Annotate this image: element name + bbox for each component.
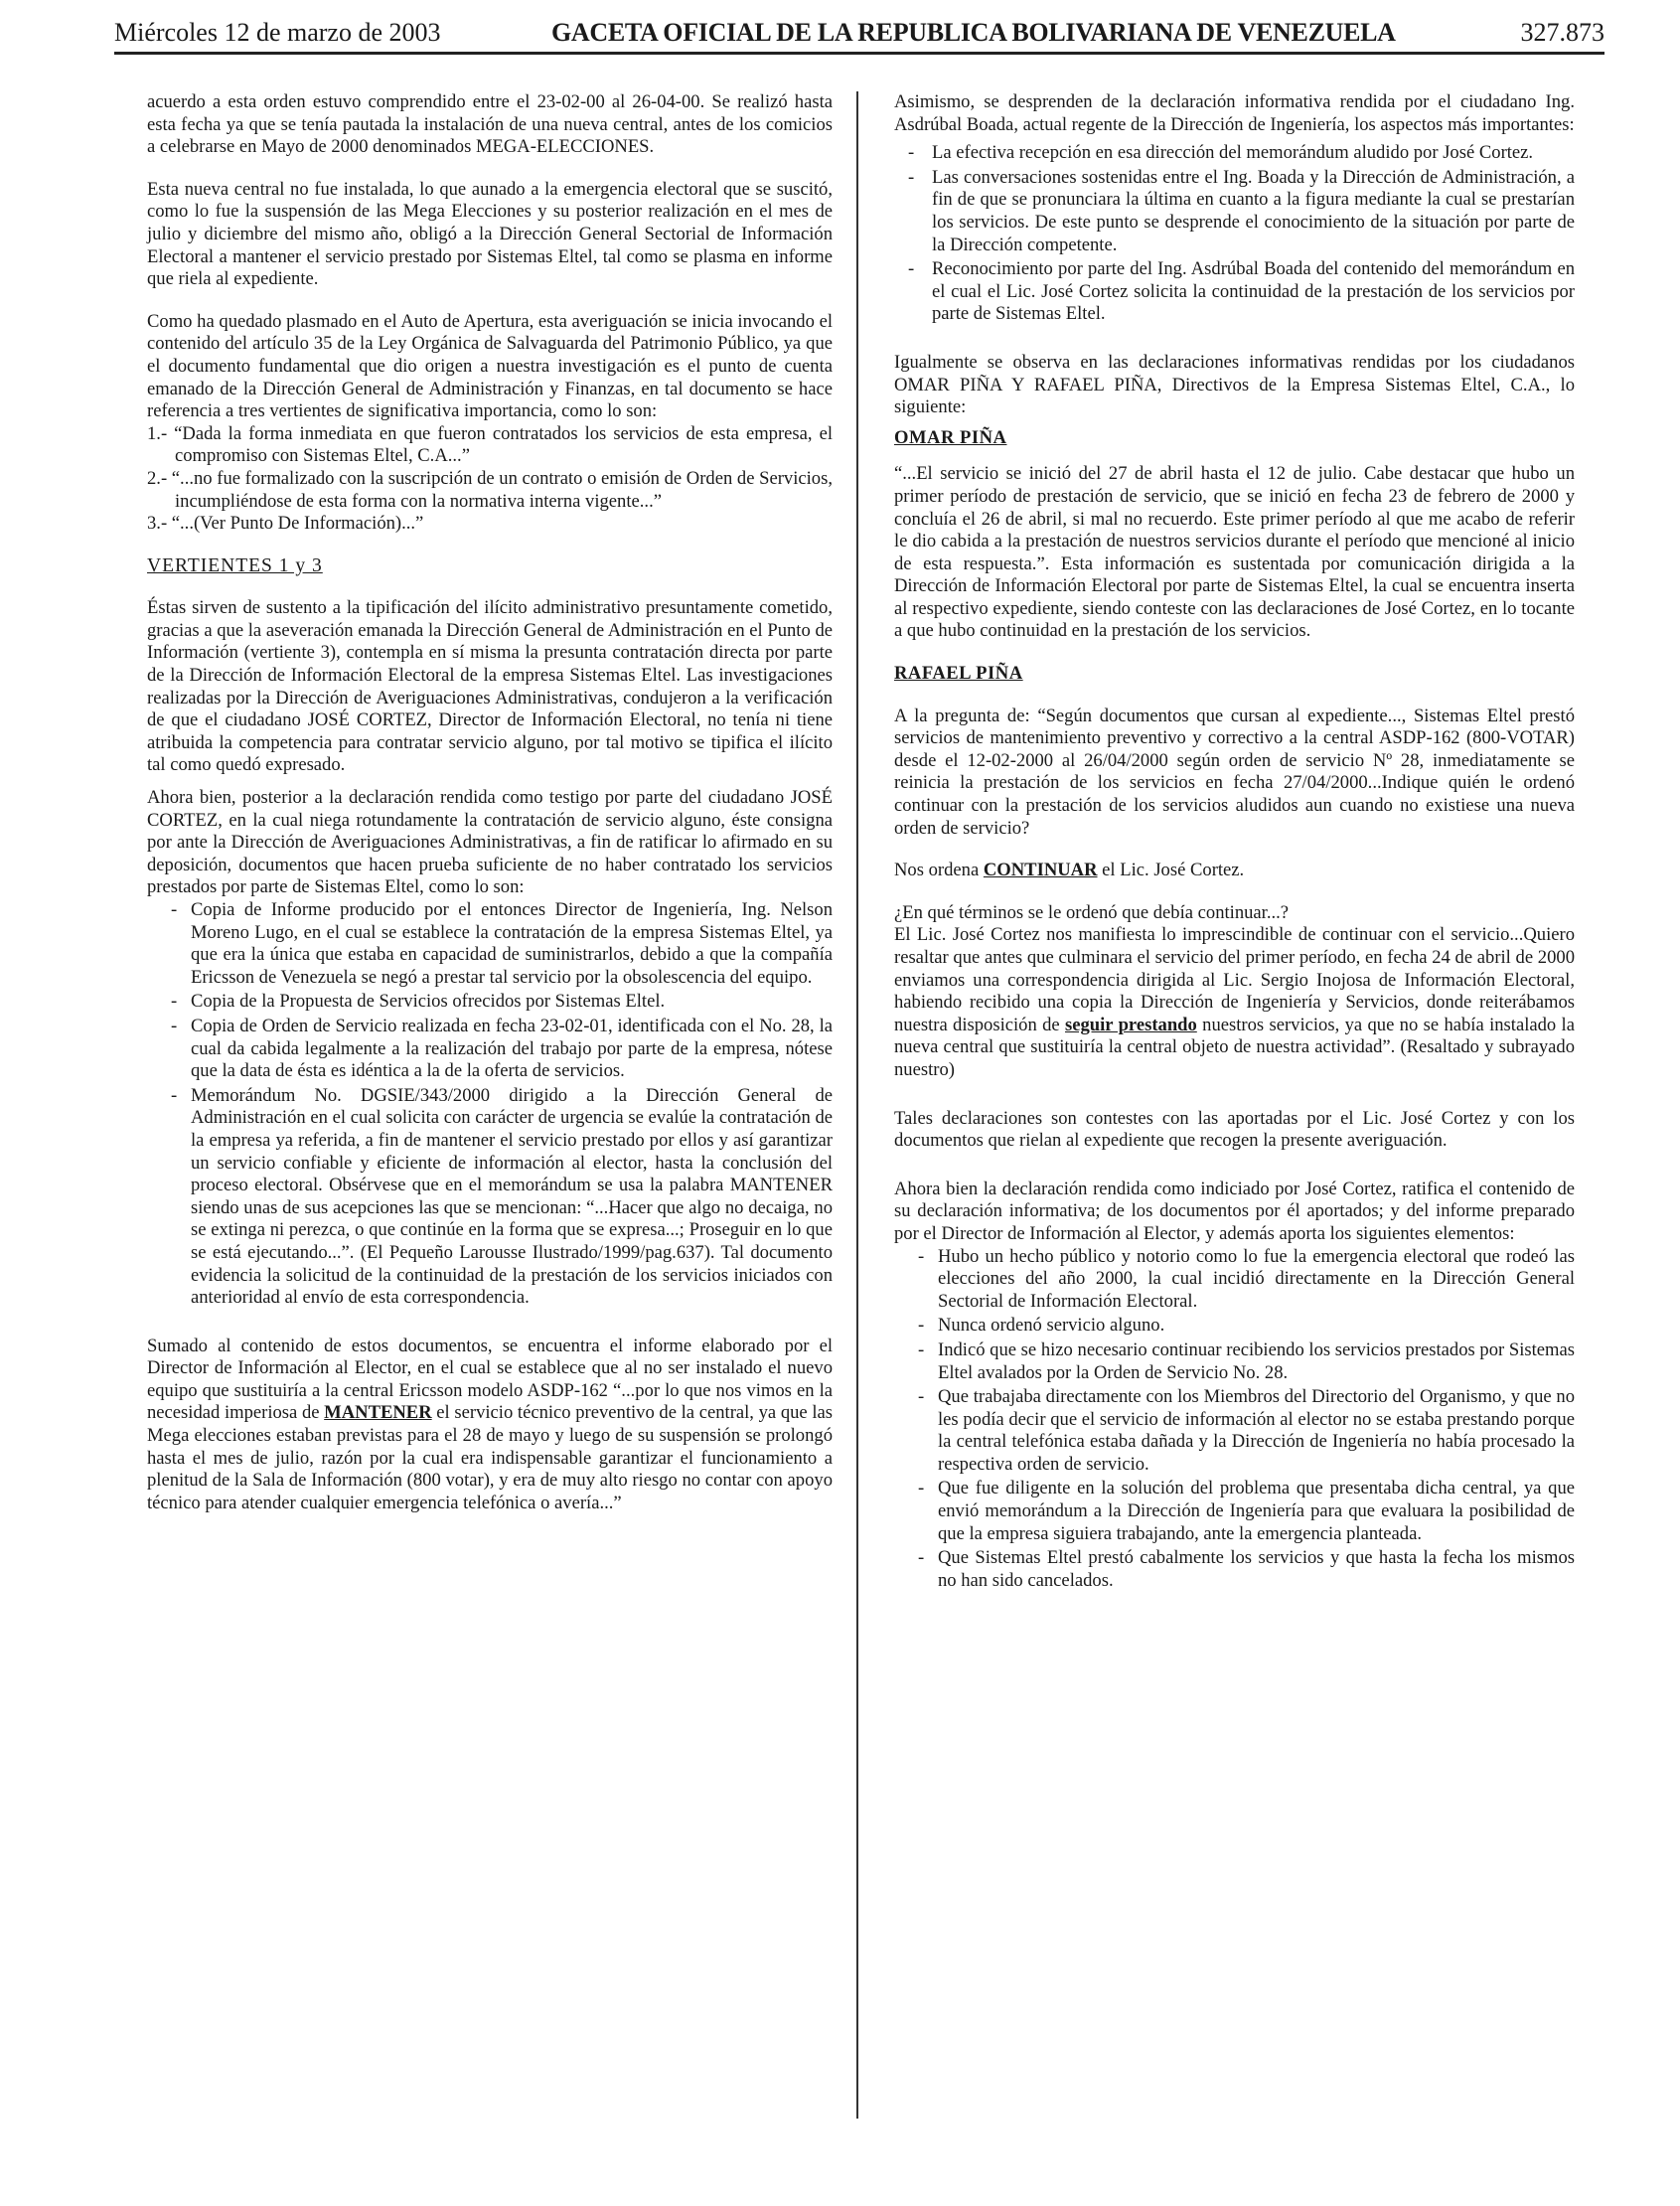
list-item: - Copia de la Propuesta de Servicios ofrecidos por Sistemas Eltel. — [147, 991, 833, 1014]
text-run: El Lic. José Cortez nos manifiesta lo imprescindible de continuar con el servicio...Quiero resaltar que antes que culminara el servicio del primer período, en fecha 24 de abril de 2000 enviamos una correspondencia dirigida al Lic. Sergio Inojosa de Información Electoral, habiendo recibido una copia la Dirección de Ingeniería y Servicios, donde reiterábamos nuestra disposición de — [894, 924, 1575, 1035]
list-item: - Nunca ordenó servicio alguno. — [894, 1315, 1575, 1338]
emphasis-text: seguir prestando — [1065, 1014, 1197, 1035]
section-heading-text: VERTIENTES 1 y 3 — [147, 554, 323, 576]
document-list — [147, 899, 833, 1310]
list-item: - Las conversaciones sostenidas entre el Ing. Boada y la Dirección de Administración, a fin de que se pronunciara la última en cuanto a la figura mediante la cual se prestarían los servicios. De este punto se desprende el conocimiento de la situación por parte de la Dirección competente. — [894, 167, 1575, 256]
list-item: - La efectiva recepción en esa dirección del memorándum aludido por José Cortez. — [894, 142, 1575, 165]
list-item: - Reconocimiento por parte del Ing. Asdrúbal Boada del contenido del memorándum en el cual el Lic. José Cortez solicita la continuidad de la prestación de los servicios por parte de Sistemas Eltel. — [894, 258, 1575, 326]
paragraph: Asimismo, se desprenden de la declaración informativa rendida por el ciudadano Ing. Asdrúbal Boada, actual regente de la Dirección de Ingeniería, los aspectos más importantes: — [894, 91, 1575, 135]
witness-heading — [894, 663, 1575, 686]
paragraph: Como ha quedado plasmado en el Auto de Apertura, esta averiguación se inicia invocando el contenido del artículo 35 de la Ley Orgánica de Salvaguarda del Patrimonio Público, ya que el documento fundamental que dio origen a nuestra investigación es el punto de cuenta emanado de la Dirección General de Administración y Finanzas, en tal documento se hace referencia a tres vertientes de significativa importancia, como lo son: — [147, 310, 833, 422]
numbered-item: 3.- “...(Ver Punto De Información)...” — [147, 513, 424, 535]
text-run: el servicio técnico preventivo de la central, ya que las Mega elecciones estaban previstas para el 28 de mayo y luego de su suspensión se prolongó hasta el mes de julio, razón por la cual era indispensable garantizar el funcionamiento a plenitud de la Sala de Información (800 votar), y era de muy alto riesgo no contar con apoyo técnico para atender cualquier emergencia telefónica o avería...” — [147, 1402, 833, 1513]
list-item: - Hubo un hecho público y notorio como lo fue la emergencia electoral que rodeó las elecciones del año 2000, la cual incidió directamente en la Dirección General Sectorial de Información Electoral. — [894, 1246, 1575, 1314]
paragraph: Tales declaraciones son contestes con las aportadas por el Lic. José Cortez y con los documentos que rielan al expediente que recogen la presente averiguación. — [894, 1107, 1575, 1152]
section-heading — [147, 555, 833, 578]
paragraph — [147, 1336, 833, 1515]
list-item: - Memorándum No. DGSIE/343/2000 dirigido a la Dirección General de Administración en el cual solicita con carácter de urgencia se evalúe la contratación de la empresa ya referida, a fin de mantener el servicio prestado por ellos y así garantizar un servicio confiable y eficiente de información al elector, hasta la conclusión del proceso electoral. Obsérvese que en el memorándum se usa la palabra MANTENER siendo unas de sus acepciones las que se mencionan: “...Hacer que algo no decaiga, no se extinga ni perezca, o que continúe en la forma que se expresa...; Proseguir en lo que se está ejecutando...”. (El Pequeño Larousse Ilustrado/1999/pag.637). Tal documento evidencia la solicitud de la continuidad de la prestación de los servicios iniciados con anterioridad al envío de esta correspondencia. — [147, 1085, 833, 1310]
page-header — [114, 18, 1604, 54]
list-item: - Que Sistemas Eltel prestó cabalmente los servicios y que hasta la fecha los mismos no han sido cancelados. — [894, 1547, 1575, 1592]
text-run: Nos ordena — [894, 860, 984, 881]
list-item: - Que fue diligente en la solución del problema que presentaba dicha central, ya que envió memorándum a la Dirección de Ingeniería para que evaluara la posibilidad de que la empresa siguiera trabajando, ante la emergencia planteada. — [894, 1478, 1575, 1545]
witness-name: RAFAEL PIÑA — [894, 663, 1023, 685]
numbered-item: 2.- “...no fue formalizado con la suscripción de un contrato o emisión de Orden de Servicios, incumpliéndose de esta forma con la normativa interna vigente...” — [147, 467, 833, 512]
paragraph: Igualmente se observa en las declaraciones informativas rendidas por los ciudadanos OMAR PIÑA Y RAFAEL PIÑA, Directivos de la Empresa Sistemas Eltel, C.A., lo siguiente: — [894, 351, 1575, 418]
paragraph: Esta nueva central no fue instalada, lo que aunado a la emergencia electoral que se suscitó, como lo fue la suspensión de las Mega Elecciones y su posterior realización en el mes de julio y diciembre del mismo año, obligó a la Dirección General Sectorial de Información Electoral a mantener el servicio prestado por Sistemas Eltel, tal como se plasma en informe que riela al expediente. — [147, 178, 833, 290]
list-item: - Indicó que se hizo necesario continuar recibiendo los servicios prestados por Sistemas Eltel avalados por la Orden de Servicio No. 28. — [894, 1339, 1575, 1384]
numbered-item: 1.- “Dada la forma inmediata en que fueron contratados los servicios de esta empresa, el compromiso con Sistemas Eltel, C.A...” — [147, 422, 833, 467]
emphasis-text: MANTENER — [324, 1402, 432, 1424]
list-item: - Que trabajaba directamente con los Miembros del Directorio del Organismo, y que no les podía decir que el servicio de información al elector no se estaba prestando porque la central telefónica estaba dañada y la Dirección de Ingeniería no había procesado la respectiva orden de servicio. — [894, 1386, 1575, 1476]
paragraph: Ahora bien la declaración rendida como indiciado por José Cortez, ratifica el contenido de su declaración informativa; de los documentos por él aportados; y del informe preparado por el Director de Información al Elector, y además aporta los siguientes elementos: — [894, 1178, 1575, 1244]
paragraph: A la pregunta de: “Según documentos que cursan al expediente..., Sistemas Eltel prestó servicios de mantenimiento preventivo y correctivo a la central ASDP-162 (800-VOTAR) desde el 12-02-2000 al 26/04/2000 según orden de servicio Nº 28, inmediatamente se reinicia la prestación de los servicios en fecha 27/04/2000...Indique quién le ordenó continuar con la prestación de los servicios aludidos aun cuando no existiese una nueva orden de servicio? — [894, 705, 1575, 839]
paragraph — [894, 860, 1575, 882]
left-column — [147, 91, 833, 1514]
header-title: GACETA OFICIAL DE LA REPUBLICA BOLIVARIANA DE VENEZUELA — [551, 18, 1396, 47]
paragraph: Éstas sirven de sustento a la tipificación del ilícito administrativo presuntamente cometido, gracias a que la aseveración emanada la Dirección General de Administración en el Punto de Información (vertiente 3), contempla en sí misma la presunta contratación directa por parte de la Dirección de Información Electoral de la empresa Sistemas Eltel. Las investigaciones realizadas por la Dirección de Averiguaciones Administrativas, condujeron a la verificación de que el ciudadano JOSÉ CORTEZ, Director de Información Electoral, no tenía ni tiene atribuida la competencia para contratar servicio alguno, por tal motivo se tipifica el ilícito tal como quedó expresado. — [147, 597, 833, 776]
list-item: - Copia de Informe producido por el entonces Director de Ingeniería, Ing. Nelson Moreno Lugo, en el cual se establece la contratación de la empresa Sistemas Eltel, ya que era la única que estaba en capacidad de suministrarlos, debido a que la compañía Ericsson de Venezuela se negó a prestar tal servicio por la obsolescencia del equipo. — [147, 899, 833, 989]
elements-list — [894, 1246, 1575, 1593]
emphasis-text: CONTINUAR — [983, 860, 1098, 881]
paragraph: ¿En qué términos se le ordenó que debía continuar...? — [894, 901, 1290, 923]
paragraph: “...El servicio se inició del 27 de abril hasta el 12 de julio. Cabe destacar que hubo un primer período de prestación de servicio, que se inició en fecha 23 de febrero de 2000 y concluía el 26 de abril, si mal no recuerdo. Este primer período al que me acabo de referir le dio cabida a la prestación de nuestros servicios durante el período que mencioné al inicio de esta respuesta.”. Esta información es sustentada por comunicación dirigida a la Dirección de Información Electoral por parte de Sistemas Eltel, la cual se encuentra inserta al respectivo expediente, siendo conteste con las declaraciones de José Cortez, en lo tocante a que hubo continuidad en la prestación de los servicios. — [894, 463, 1575, 642]
paragraph: acuerdo a esta orden estuvo comprendido entre el 23-02-00 al 26-04-00. Se realizó hasta esta fecha ya que se tenía pautada la instalación de una nueva central, antes de los comicios a celebrarse en Mayo de 2000 denominados MEGA-ELECCIONES. — [147, 91, 833, 158]
list-item: - Copia de Orden de Servicio realizada en fecha 23-02-01, identificada con el No. 28, la cual da cabida legalmente a la realización del trabajo por parte de la empresa, nótese que la data de ésta es idéntica a la de la oferta de servicios. — [147, 1016, 833, 1083]
column-divider — [856, 91, 858, 2119]
header-page-number: 327.873 — [1520, 18, 1604, 47]
aspects-list — [894, 142, 1575, 326]
text-run: el Lic. José Cortez. — [1097, 860, 1245, 881]
right-column — [894, 91, 1575, 1594]
text-run: Sumado al contenido de estos documentos, se encuentra el informe elaborado por el Director de Información al Elector, en el cual se establece que al no ser instalado el nuevo equipo que sustituiría a la central Ericsson modelo ASDP-162 “...por lo que nos vimos en la necesidad imperiosa de — [147, 1335, 833, 1424]
header-rule — [114, 52, 1604, 55]
witness-heading — [894, 427, 1575, 450]
paragraph — [894, 924, 1575, 1081]
text-run: nuestros servicios, ya que no se había instalado la nueva central que sustituiría la central objeto de nuestra actividad”. (Resaltado y subrayado nuestro) — [894, 1014, 1575, 1080]
header-date: Miércoles 12 de marzo de 2003 — [114, 18, 441, 47]
witness-name: OMAR PIÑA — [894, 426, 1007, 448]
paragraph: Ahora bien, posterior a la declaración rendida como testigo por parte del ciudadano JOSÉ CORTEZ, en la cual niega rotundamente la contratación de servicio alguno, éste consigna por ante la Dirección de Averiguaciones Administrativas, a fin de ratificar lo afirmado en su deposición, documentos que hacen prueba suficiente de no haber contratado los servicios prestados por parte de Sistemas Eltel, como lo son: — [147, 787, 833, 898]
